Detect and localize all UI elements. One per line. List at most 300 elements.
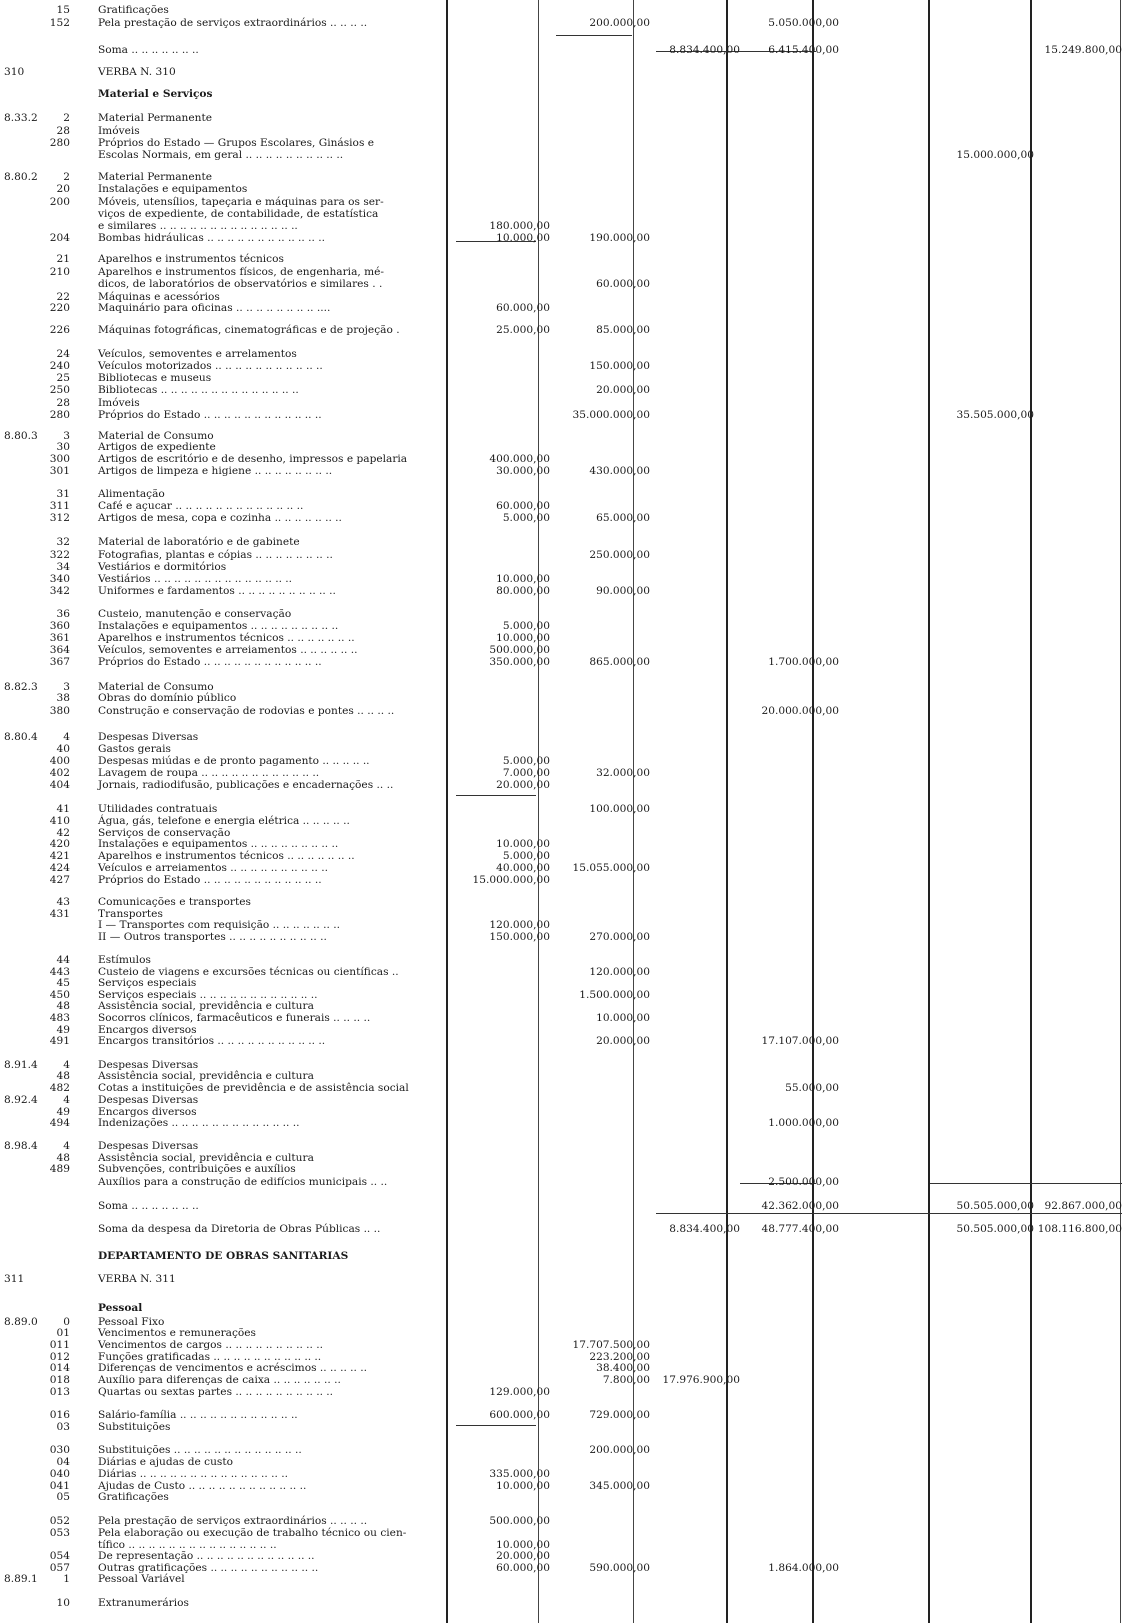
ledger-row: [0, 500, 1124, 512]
ledger-row: [0, 112, 1124, 124]
row-code: 494: [49, 1117, 70, 1129]
row-amount-c2: 20.000,00: [596, 1035, 650, 1047]
ledger-row: [0, 137, 1124, 149]
row-description: Pela prestação de serviços extraordinários .. .. .. ..: [98, 1515, 368, 1527]
row-amount-c2: 223.200,00: [589, 1351, 650, 1363]
row-description: Diferenças de vencimentos e acréscimos .. .. .. .. ..: [98, 1362, 368, 1374]
ledger-row: [0, 266, 1124, 278]
row-code: 200: [49, 196, 70, 208]
row-description: Alimentação: [98, 488, 165, 500]
row-code: 01: [56, 1327, 70, 1339]
row-amount-c1: 500.000,00: [489, 644, 550, 656]
row-description: Aparelhos e instrumentos técnicos .. .. .. .. .. .. ..: [98, 632, 355, 644]
row-description: Gratificações: [98, 4, 169, 16]
subtotal-rule: [456, 795, 536, 796]
row-description: Bombas hidráulicas .. .. .. .. .. .. .. .. .. .. .. ..: [98, 232, 325, 244]
row-classification: 8.91.4: [4, 1059, 38, 1071]
row-amount-c2: 270.000,00: [589, 931, 650, 943]
row-description: Veículos, semoventes e arreiamentos .. .. .. .. .. ..: [98, 644, 358, 656]
row-amount-c4: 55.000,00: [785, 1082, 839, 1094]
row-description: Material e Serviços: [98, 88, 213, 100]
row-amount-c1: 80.000,00: [496, 585, 550, 597]
ledger-row: [0, 1223, 1124, 1235]
row-code: 482: [49, 1082, 70, 1094]
ledger-row: [0, 453, 1124, 465]
ledger-row: [0, 632, 1124, 644]
ledger-row: [0, 232, 1124, 244]
row-description: Pessoal Variável: [98, 1573, 185, 1585]
row-description: Artigos de expediente: [98, 441, 216, 453]
ledger-row: [0, 441, 1124, 453]
row-description: Despesas miúdas e de pronto pagamento .. .. .. .. ..: [98, 755, 370, 767]
row-code: 220: [49, 302, 70, 314]
row-code: 03: [56, 1421, 70, 1433]
row-amount-c4: 5.050.000,00: [768, 17, 839, 29]
row-amount-c2: 250.000,00: [589, 549, 650, 561]
row-amount-c2: 60.000,00: [596, 278, 650, 290]
ledger-row: [0, 1163, 1124, 1175]
ledger-row: [0, 779, 1124, 791]
row-description: Transportes: [98, 908, 163, 920]
row-amount-c2: 85.000,00: [596, 324, 650, 336]
ledger-row: [0, 620, 1124, 632]
row-code: 41: [56, 803, 70, 815]
row-code: 280: [49, 137, 70, 149]
row-description: Despesas Diversas: [98, 1140, 199, 1152]
row-amount-c5: 35.505.000,00: [956, 409, 1034, 421]
row-amount-c2: 90.000,00: [596, 585, 650, 597]
row-code: 38: [56, 692, 70, 704]
row-description: Bibliotecas .. .. .. .. .. .. .. .. .. .. .. .. .. ..: [98, 384, 299, 396]
row-description: II — Outros transportes .. .. .. .. .. .. .. .. .. ..: [98, 931, 327, 943]
row-description: Fotografias, plantas e cópias .. .. .. .. .. .. .. ..: [98, 549, 333, 561]
row-amount-c2: 100.000,00: [589, 803, 650, 815]
row-amount-c1: 60.000,00: [496, 1562, 550, 1574]
row-code: 210: [49, 266, 70, 278]
row-description: Bibliotecas e museus: [98, 372, 212, 384]
row-description: Salário-família .. .. .. .. .. .. .. .. .. .. .. ..: [98, 1409, 298, 1421]
ledger-row: [0, 755, 1124, 767]
row-code: 4: [63, 1059, 70, 1071]
ledger-row: [0, 585, 1124, 597]
row-description: Ajudas de Custo .. .. .. .. .. .. .. .. .. .. .. ..: [98, 1480, 307, 1492]
row-description: Próprios do Estado .. .. .. .. .. .. .. .. .. .. .. ..: [98, 409, 322, 421]
ledger-row: [0, 465, 1124, 477]
row-code: 30: [56, 441, 70, 453]
row-classification: 8.80.3: [4, 430, 38, 442]
row-description: Veículos motorizados .. .. .. .. .. .. .. .. .. .. ..: [98, 360, 323, 372]
ledger-row: [0, 1362, 1124, 1374]
ledger-row: [0, 1491, 1124, 1503]
ledger-row: [0, 561, 1124, 573]
row-description: Maquinário para oficinas .. .. .. .. .. .. .. .. ....: [98, 302, 331, 314]
row-description: Encargos transitórios .. .. .. .. .. .. .. .. .. .. ..: [98, 1035, 326, 1047]
row-classification: 8.33.2: [4, 112, 38, 124]
row-description: Uniformes e fardamentos .. .. .. .. .. .. .. .. .. ..: [98, 585, 336, 597]
ledger-row: [0, 931, 1124, 943]
row-code: 3: [63, 681, 70, 693]
row-code: 361: [49, 632, 70, 644]
row-description: Instalações e equipamentos .. .. .. .. .. .. .. .. ..: [98, 838, 339, 850]
row-code: 250: [49, 384, 70, 396]
row-description: De representação .. .. .. .. .. .. .. .. .. .. .. ..: [98, 1550, 315, 1562]
ledger-row: [0, 88, 1124, 100]
ledger-row: [0, 1000, 1124, 1012]
ledger-row: [0, 1597, 1124, 1609]
ledger-row: [0, 220, 1124, 232]
ledger-row: [0, 384, 1124, 396]
row-description: Café e açucar .. .. .. .. .. .. .. .. .. .. .. .. ..: [98, 500, 304, 512]
ledger-row: [0, 1550, 1124, 1562]
row-amount-c1: 10.000,00: [496, 632, 550, 644]
row-code: 42: [56, 827, 70, 839]
ledger-row: [0, 919, 1124, 931]
row-amount-c3: 8.834.400,00: [669, 44, 740, 56]
row-description: Escolas Normais, em geral .. .. .. .. .. .. .. .. .. ..: [98, 149, 344, 161]
ledger-row: [0, 954, 1124, 966]
row-description: Utilidades contratuais: [98, 803, 218, 815]
row-code: 49: [56, 1024, 70, 1036]
row-code: 040: [49, 1468, 70, 1480]
row-amount-c5: 50.505.000,00: [956, 1223, 1034, 1235]
row-code: 052: [49, 1515, 70, 1527]
ledger-row: [0, 253, 1124, 265]
row-code: 016: [49, 1409, 70, 1421]
row-amount-c3: 8.834.400,00: [669, 1223, 740, 1235]
ledger-row: [0, 348, 1124, 360]
row-description: Socorros clínicos, farmacêuticos e funerais .. .. .. ..: [98, 1012, 371, 1024]
row-code: 45: [56, 977, 70, 989]
row-code: 013: [49, 1386, 70, 1398]
ledger-row: [0, 44, 1124, 56]
row-description: Funções gratificadas .. .. .. .. .. .. .. .. .. .. ..: [98, 1351, 322, 1363]
ledger-row: [0, 573, 1124, 585]
row-classification: 8.89.1: [4, 1573, 38, 1585]
row-amount-c1: 10.000,00: [496, 838, 550, 850]
ledger-row: [0, 896, 1124, 908]
row-description: Custeio de viagens e excursões técnicas ou científicas ..: [98, 966, 399, 978]
row-amount-c6: 108.116.800,00: [1037, 1223, 1122, 1235]
row-classification: 8.80.2: [4, 171, 38, 183]
row-classification: 310: [4, 66, 25, 78]
row-description: Cotas a instituições de previdência e de assistência social: [98, 1082, 409, 1094]
row-description: I — Transportes com requisição .. .. .. .. .. .. ..: [98, 919, 340, 931]
ledger-row: [0, 66, 1124, 78]
row-code: 030: [49, 1444, 70, 1456]
row-code: 300: [49, 453, 70, 465]
row-code: 012: [49, 1351, 70, 1363]
row-amount-c1: 25.000,00: [496, 324, 550, 336]
ledger-row: [0, 1573, 1124, 1585]
row-description: Água, gás, telefone e energia elétrica .. .. .. .. ..: [98, 815, 350, 827]
row-description: Móveis, utensílios, tapeçaria e máquinas para os ser-: [98, 196, 384, 208]
ledger-row: [0, 803, 1124, 815]
ledger-row: [0, 656, 1124, 668]
row-description: VERBA N. 310: [98, 66, 176, 78]
ledger-row: [0, 4, 1124, 16]
row-amount-c2: 200.000,00: [589, 17, 650, 29]
ledger-row: [0, 1456, 1124, 1468]
row-code: 431: [49, 908, 70, 920]
row-code: 450: [49, 989, 70, 1001]
row-code: 40: [56, 743, 70, 755]
ledger-row: [0, 372, 1124, 384]
row-classification: 8.80.4: [4, 731, 38, 743]
row-description: e similares .. .. .. .. .. .. .. .. .. .. .. .. .. ..: [98, 220, 298, 232]
ledger-row: [0, 1012, 1124, 1024]
row-amount-c2: 7.800,00: [602, 1374, 650, 1386]
ledger-row: [0, 1527, 1124, 1539]
row-amount-c1: 500.000,00: [489, 1515, 550, 1527]
ledger-row: [0, 1386, 1124, 1398]
row-amount-c6: 92.867.000,00: [1044, 1200, 1122, 1212]
row-amount-c1: 20.000,00: [496, 779, 550, 791]
ledger-row: [0, 324, 1124, 336]
row-description: Imóveis: [98, 125, 140, 137]
row-amount-c4: 1.700.000,00: [768, 656, 839, 668]
row-amount-c4: 2.500.000,00: [768, 1176, 839, 1188]
row-description: Custeio, manutenção e conservação: [98, 608, 292, 620]
row-code: 28: [56, 125, 70, 137]
row-amount-c1: 5.000,00: [502, 620, 550, 632]
row-description: Auxílio para diferenças de caixa .. .. .. .. .. .. ..: [98, 1374, 341, 1386]
ledger-row: [0, 1094, 1124, 1106]
row-description: tífico .. .. .. .. .. .. .. .. .. .. .. .. .. .. ..: [98, 1539, 277, 1551]
row-code: 43: [56, 896, 70, 908]
row-code: 011: [49, 1339, 70, 1351]
row-description: Material Permanente: [98, 171, 213, 183]
ledger-row: [0, 1339, 1124, 1351]
row-code: 367: [49, 656, 70, 668]
ledger-row: [0, 1035, 1124, 1047]
row-classification: 8.82.3: [4, 681, 38, 693]
row-code: 424: [49, 862, 70, 874]
row-amount-c2: 20.000,00: [596, 384, 650, 396]
row-description: Soma da despesa da Diretoria de Obras Públicas .. ..: [98, 1223, 381, 1235]
row-description: Máquinas e acessórios: [98, 291, 220, 303]
row-amount-c2: 865.000,00: [589, 656, 650, 668]
ledger-row: [0, 360, 1124, 372]
ledger-row: [0, 1444, 1124, 1456]
row-amount-c1: 350.000,00: [489, 656, 550, 668]
row-description: Pessoal Fixo: [98, 1316, 165, 1328]
row-amount-c2: 729.000,00: [589, 1409, 650, 1421]
row-code: 15: [56, 4, 70, 16]
row-code: 018: [49, 1374, 70, 1386]
row-code: 28: [56, 397, 70, 409]
row-description: Gratificações: [98, 1491, 169, 1503]
row-code: 4: [63, 1140, 70, 1152]
row-description: Pessoal: [98, 1302, 143, 1314]
row-amount-c1: 5.000,00: [502, 512, 550, 524]
row-code: 48: [56, 1152, 70, 1164]
row-amount-c2: 150.000,00: [589, 360, 650, 372]
row-description: viços de expediente, de contabilidade, de estatística: [98, 208, 379, 220]
ledger-row: [0, 1273, 1124, 1285]
row-amount-c4: 6.415.400,00: [768, 44, 839, 56]
row-classification: 8.89.0: [4, 1316, 38, 1328]
row-code: 322: [49, 549, 70, 561]
row-code: 014: [49, 1362, 70, 1374]
ledger-row: [0, 1070, 1124, 1082]
row-code: 4: [63, 1094, 70, 1106]
row-code: 402: [49, 767, 70, 779]
row-description: VERBA N. 311: [98, 1273, 176, 1285]
row-code: 054: [49, 1550, 70, 1562]
row-code: 443: [49, 966, 70, 978]
row-amount-c1: 180.000,00: [489, 220, 550, 232]
ledger-row: [0, 1200, 1124, 1212]
row-description: Encargos diversos: [98, 1024, 197, 1036]
ledger-row: [0, 838, 1124, 850]
row-code: 301: [49, 465, 70, 477]
ledger-row: [0, 397, 1124, 409]
ledger-row: [0, 1082, 1124, 1094]
subtotal-rule: [556, 35, 632, 36]
row-description: Artigos de mesa, copa e cozinha .. .. .. .. .. .. ..: [98, 512, 342, 524]
row-amount-c1: 40.000,00: [496, 862, 550, 874]
ledger-row: [0, 874, 1124, 886]
row-description: Lavagem de roupa .. .. .. .. .. .. .. .. .. .. .. ..: [98, 767, 320, 779]
row-classification: 311: [4, 1273, 25, 1285]
row-description: Material de Consumo: [98, 681, 214, 693]
row-code: 22: [56, 291, 70, 303]
row-amount-c1: 60.000,00: [496, 302, 550, 314]
ledger-row: [0, 1515, 1124, 1527]
row-code: 400: [49, 755, 70, 767]
row-description: Artigos de limpeza e higiene .. .. .. .. .. .. .. ..: [98, 465, 333, 477]
row-code: 05: [56, 1491, 70, 1503]
row-code: 21: [56, 253, 70, 265]
row-amount-c6: 15.249.800,00: [1044, 44, 1122, 56]
row-amount-c4: 48.777.400,00: [761, 1223, 839, 1235]
row-description: Próprios do Estado .. .. .. .. .. .. .. .. .. .. .. ..: [98, 874, 322, 886]
subtotal-rule: [656, 1213, 1122, 1214]
row-code: 057: [49, 1562, 70, 1574]
row-amount-c2: 38.400,00: [596, 1362, 650, 1374]
ledger-row: [0, 171, 1124, 183]
row-amount-c1: 20.000,00: [496, 1550, 550, 1562]
row-description: Instalações e equipamentos .. .. .. .. .. .. .. .. ..: [98, 620, 339, 632]
row-code: 312: [49, 512, 70, 524]
row-description: Serviços de conservação: [98, 827, 231, 839]
row-amount-c2: 345.000,00: [589, 1480, 650, 1492]
row-description: Extranumerários: [98, 1597, 189, 1609]
row-description: Instalações e equipamentos: [98, 183, 248, 195]
row-description: Material de laboratório e de gabinete: [98, 536, 300, 548]
row-description: Aparelhos e instrumentos técnicos .. .. .. .. .. .. ..: [98, 850, 355, 862]
row-description: Soma .. .. .. .. .. .. ..: [98, 44, 199, 56]
row-code: 34: [56, 561, 70, 573]
ledger-row: [0, 692, 1124, 704]
row-amount-c4: 1.864.000,00: [768, 1562, 839, 1574]
row-code: 31: [56, 488, 70, 500]
row-amount-c2: 430.000,00: [589, 465, 650, 477]
row-amount-c1: 129.000,00: [489, 1386, 550, 1398]
row-amount-c1: 5.000,00: [502, 850, 550, 862]
row-code: 152: [49, 17, 70, 29]
row-code: 421: [49, 850, 70, 862]
row-description: Material Permanente: [98, 112, 213, 124]
row-description: Substituições: [98, 1421, 171, 1433]
row-code: 360: [49, 620, 70, 632]
ledger-row: [0, 1421, 1124, 1433]
row-amount-c1: 10.000,00: [496, 232, 550, 244]
row-code: 4: [63, 731, 70, 743]
ledger-row: [0, 536, 1124, 548]
row-code: 240: [49, 360, 70, 372]
row-amount-c1: 15.000.000,00: [472, 874, 550, 886]
row-description: Jornais, radiodifusão, publicações e encadernações .. ..: [98, 779, 394, 791]
row-description: Veículos, semoventes e arrelamentos: [98, 348, 297, 360]
ledger-row: [0, 549, 1124, 561]
row-amount-c2: 17.707.500,00: [572, 1339, 650, 1351]
row-description: Vestiários .. .. .. .. .. .. .. .. .. .. .. .. .. ..: [98, 573, 293, 585]
row-code: 311: [49, 500, 70, 512]
row-description: Assistência social, previdência e cultura: [98, 1070, 314, 1082]
ledger-row: [0, 1302, 1124, 1314]
row-amount-c1: 7.000,00: [502, 767, 550, 779]
row-amount-c5: 15.000.000,00: [956, 149, 1034, 161]
ledger-row: [0, 850, 1124, 862]
row-description: Gastos gerais: [98, 743, 171, 755]
row-amount-c1: 10.000,00: [496, 573, 550, 585]
ledger-row: [0, 1117, 1124, 1129]
row-description: Artigos de escritório e de desenho, impressos e papelaria: [98, 453, 408, 465]
row-code: 410: [49, 815, 70, 827]
row-code: 3: [63, 430, 70, 442]
ledger-row: [0, 862, 1124, 874]
row-amount-c2: 35.000.000,00: [572, 409, 650, 421]
row-description: Despesas Diversas: [98, 1059, 199, 1071]
row-code: 342: [49, 585, 70, 597]
row-amount-c2: 1.500.000,00: [579, 989, 650, 1001]
row-amount-c1: 30.000,00: [496, 465, 550, 477]
row-description: Pela elaboração ou execução de trabalho técnico ou cien-: [98, 1527, 407, 1539]
ledger-row: [0, 278, 1124, 290]
row-amount-c1: 335.000,00: [489, 1468, 550, 1480]
row-description: Aparelhos e instrumentos técnicos: [98, 253, 284, 265]
row-amount-c1: 10.000,00: [496, 1539, 550, 1551]
row-amount-c2: 190.000,00: [589, 232, 650, 244]
row-description: Diárias .. .. .. .. .. .. .. .. .. .. .. .. .. .. ..: [98, 1468, 288, 1480]
row-description: Máquinas fotográficas, cinematográficas e de projeção .: [98, 324, 400, 336]
row-amount-c1: 600.000,00: [489, 1409, 550, 1421]
row-amount-c2: 120.000,00: [589, 966, 650, 978]
row-description: Despesas Diversas: [98, 731, 199, 743]
row-code: 25: [56, 372, 70, 384]
row-description: Auxílios para a construção de edifícios municipais .. ..: [98, 1176, 388, 1188]
row-description: DEPARTAMENTO DE OBRAS SANITARIAS: [98, 1250, 349, 1262]
row-description: Comunicações e transportes: [98, 896, 251, 908]
row-description: Assistência social, previdência e cultura: [98, 1000, 314, 1012]
ledger-row: [0, 17, 1124, 29]
ledger-row: [0, 1140, 1124, 1152]
row-code: 20: [56, 183, 70, 195]
ledger-row: [0, 1327, 1124, 1339]
ledger-row: [0, 208, 1124, 220]
row-code: 483: [49, 1012, 70, 1024]
ledger-row: [0, 196, 1124, 208]
row-code: 24: [56, 348, 70, 360]
row-code: 44: [56, 954, 70, 966]
row-amount-c2: 65.000,00: [596, 512, 650, 524]
row-code: 340: [49, 573, 70, 585]
ledger-row: [0, 302, 1124, 314]
ledger-row: [0, 977, 1124, 989]
row-code: 10: [56, 1597, 70, 1609]
row-description: Indenizações .. .. .. .. .. .. .. .. .. .. .. .. ..: [98, 1117, 300, 1129]
